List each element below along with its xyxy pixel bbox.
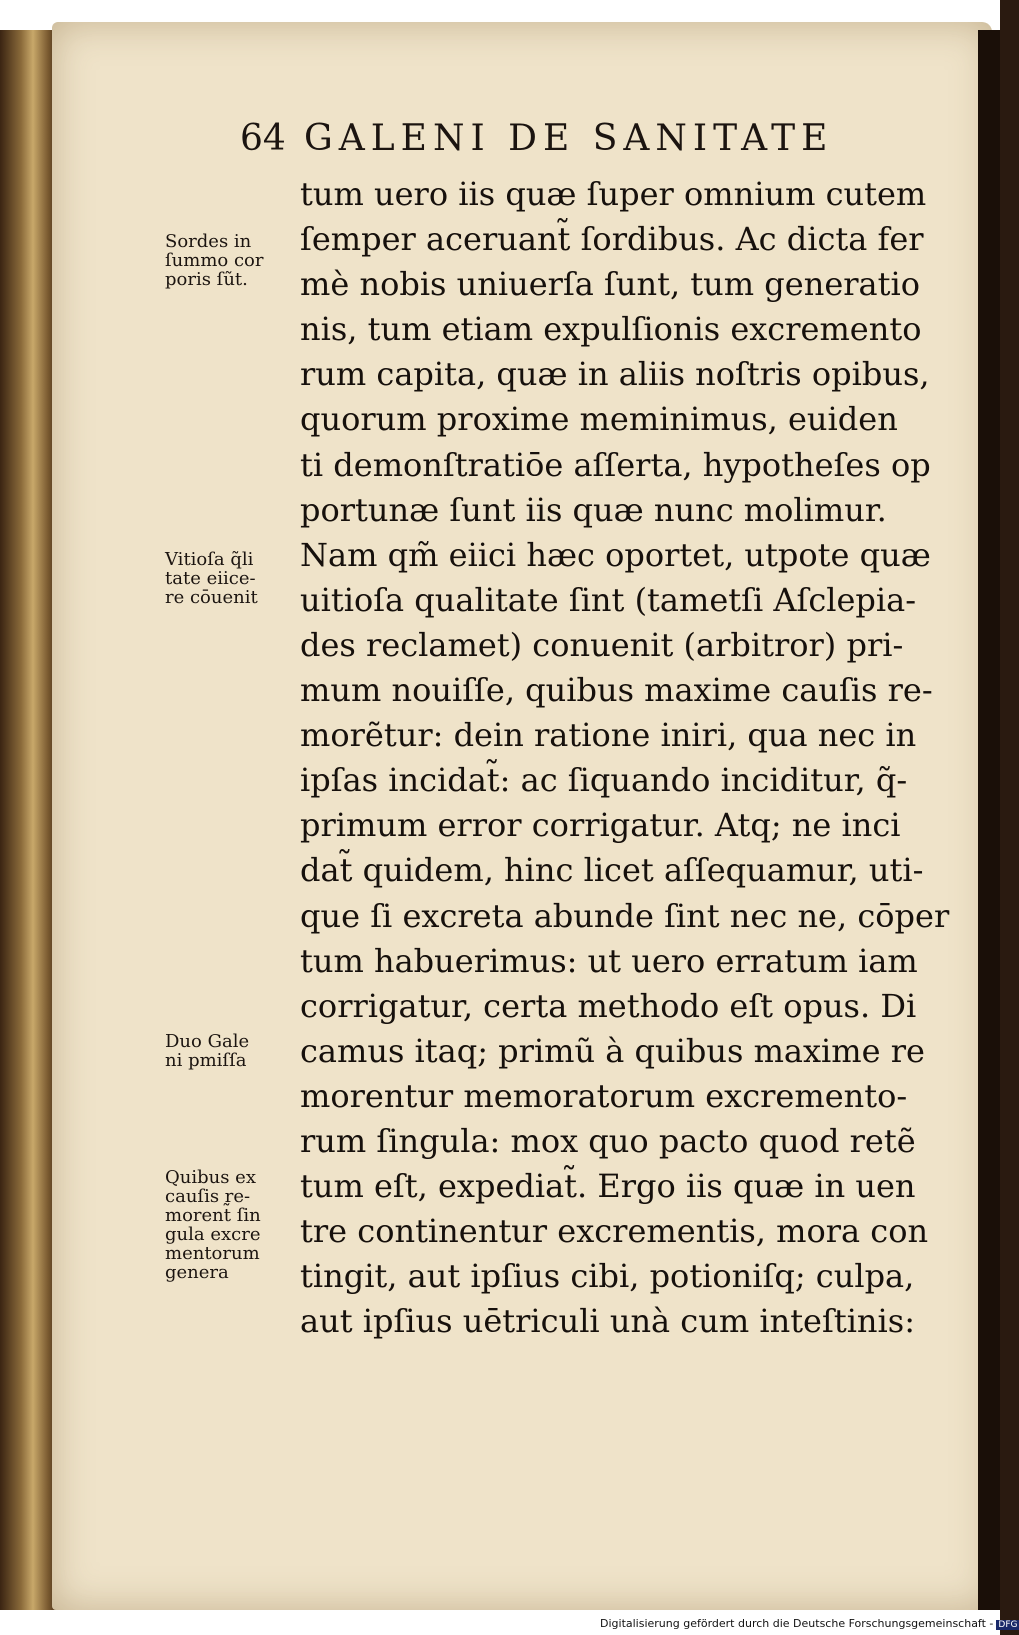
page-header: [240, 118, 920, 168]
credit-text: Digitalisierung gefördert durch die Deutsche Forschungsgemeinschaft -: [600, 1617, 994, 1630]
running-title: GALENI DE SANITATE: [304, 118, 834, 159]
book-edge: [0, 30, 60, 1610]
margin-note-line: cauſis re-: [165, 1186, 251, 1207]
margin-note-line: morent̃ ſin: [165, 1205, 261, 1226]
text-line: camus itaq; primũ à quibus maxime re: [300, 1031, 925, 1070]
text-line: uitioſa qualitate ſint (tametſi Aſclepia-: [300, 580, 917, 619]
margin-note-line: ſummo cor: [165, 250, 264, 271]
text-line: morẽtur: dein ratione iniri, qua nec in: [300, 716, 917, 755]
margin-note-line: Sordes in: [165, 231, 252, 252]
text-line: quorum proxime meminimus, euiden: [300, 400, 898, 439]
text-line: ipſas incidat̃: ac ſiquando inciditur, q̃-: [300, 761, 908, 800]
margin-note-line: genera: [165, 1262, 229, 1283]
margin-note-line: tate eiice-: [165, 568, 256, 589]
margin-note-line: Duo Gale: [165, 1031, 250, 1052]
margin-note-line: gula excre: [165, 1224, 261, 1245]
text-line: dat̃ quidem, hinc licet aſſequamur, uti-: [300, 851, 924, 890]
text-line: morentur memoratorum excremento-: [300, 1076, 908, 1115]
margin-note-line: poris ſũt.: [165, 269, 248, 290]
digitization-credit: [600, 1617, 1018, 1631]
text-line: tre continentur excrementis, mora con: [300, 1212, 929, 1251]
text-line: tum habuerimus: ut uero erratum iam: [300, 941, 918, 980]
text-line: Nam qm̃ eiici hæc oportet, utpote quæ: [300, 535, 931, 574]
margin-note-line: re cōuenit: [165, 587, 258, 608]
margin-note: [165, 550, 305, 607]
text-line: rum capita, quæ in aliis noſtris opibus,: [300, 355, 930, 394]
margin-note-line: ni pmiſſa: [165, 1050, 247, 1071]
text-line: corrigatur, certa methodo eſt opus. Di: [300, 986, 917, 1025]
text-line: ſemper aceruant̃ ſordibus. Ac dicta fer: [300, 220, 924, 259]
text-line: des reclamet) conuenit (arbitror) pri-: [300, 625, 904, 664]
text-line: nis, tum etiam expulſionis excremento: [300, 310, 922, 349]
margin-note: [165, 1168, 305, 1282]
page-shadow: [978, 30, 1000, 1610]
margin-note: [165, 232, 305, 289]
text-line: rum ſingula: mox quo pacto quod retẽ: [300, 1121, 916, 1160]
text-line: tum uero iis quæ ſuper omnium cutem: [300, 175, 927, 213]
text-line: tingit, aut ipſius cibi, potioniſq; culpa,: [300, 1257, 915, 1296]
margin-note: [165, 1032, 305, 1070]
text-line: mè nobis uniuerſa ſunt, tum generatio: [300, 265, 920, 304]
page-number: 64: [240, 118, 286, 159]
text-line: que ſi excreta abunde ſint nec ne, cōper: [300, 896, 950, 935]
text-line: mum nouiſſe, quibus maxime cauſis re-: [300, 671, 933, 710]
margin-note-line: Vitioſa q̃li: [165, 549, 254, 570]
text-line: primum error corrigatur. Atq; ne inci: [300, 806, 901, 845]
text-line: ti demonſtratiōe aſſerta, hypotheſes op: [300, 445, 931, 484]
margin-note-line: mentorum: [165, 1243, 260, 1264]
text-line: portunæ ſunt iis quæ nunc molimur.: [300, 490, 887, 529]
margin-note-line: Quibus ex: [165, 1167, 256, 1188]
text-line: aut ipſius uētriculi unà cum inteſtinis:: [300, 1302, 915, 1341]
text-line: tum eſt, expediat̃. Ergo iis quæ in uen: [300, 1167, 916, 1206]
dfg-logo: DFG: [998, 1620, 1018, 1630]
main-text: [300, 172, 960, 1344]
